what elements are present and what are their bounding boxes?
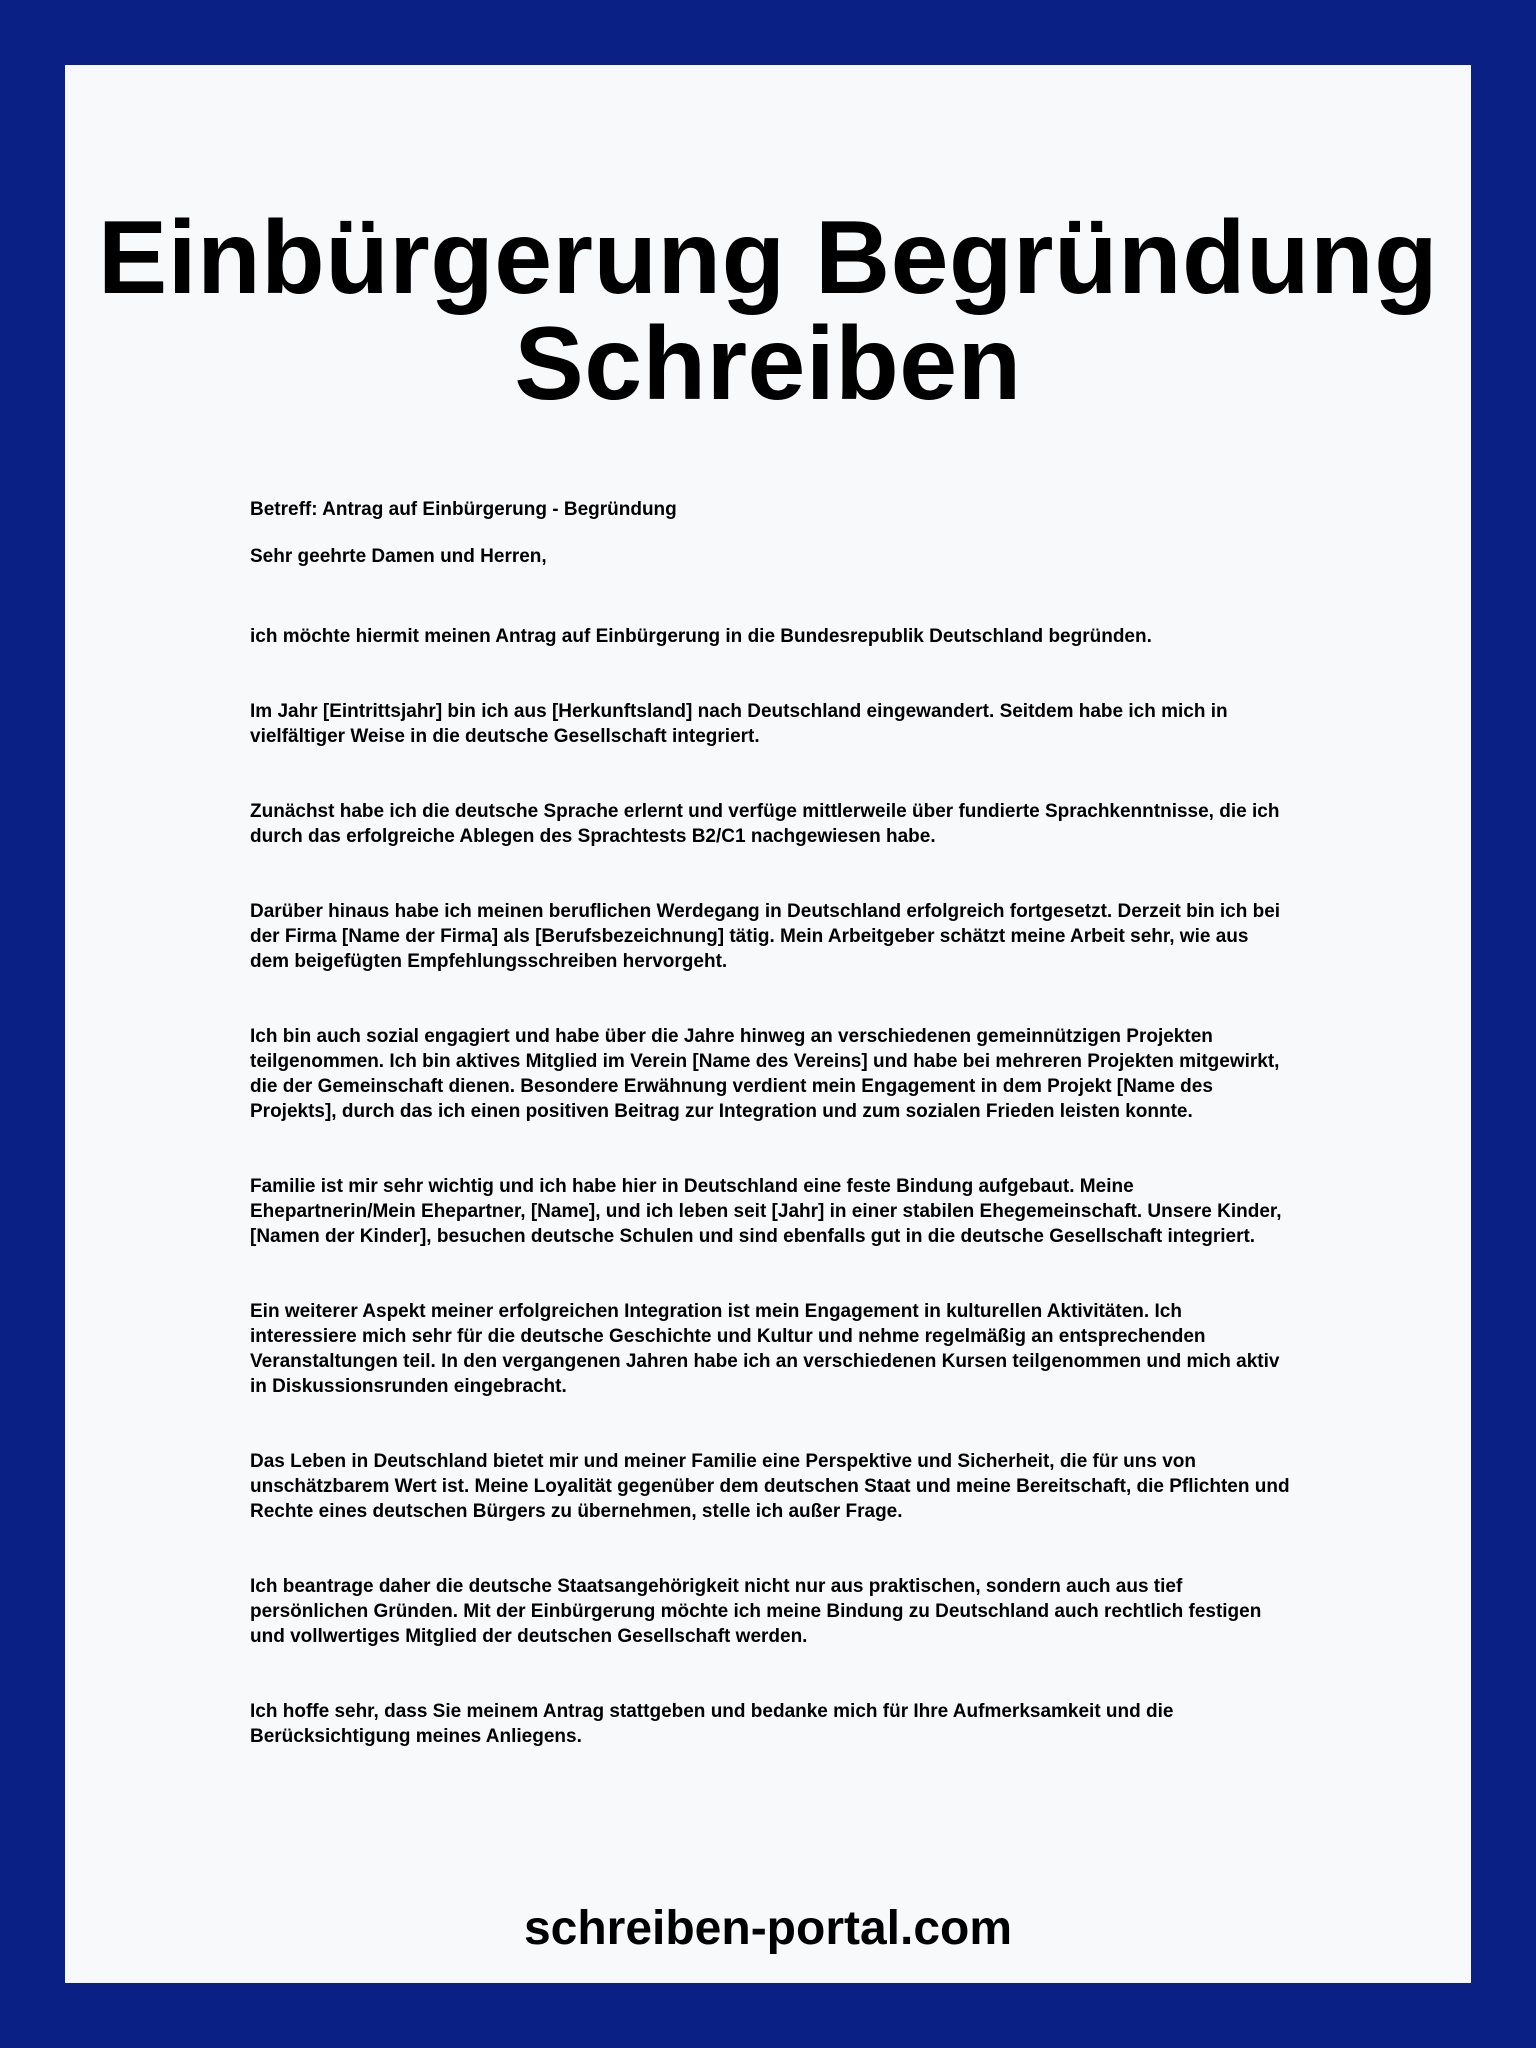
- letter-paragraph: Zunächst habe ich die deutsche Sprache erlernt und verfüge mittlerweile über fundierte Sprachkenntnisse, die ich durch das erfolgreiche Ablegen des Sprachtests B2/C1 nachgewiesen habe.: [250, 801, 1280, 847]
- letter-paragraph: Ein weiterer Aspekt meiner erfolgreichen Integration ist mein Engagement in kulturellen Aktivitäten. Ich interessiere mich sehr für die deutsche Geschichte und Kultur und nehme regelmäßig an entsprechenden Veranstaltungen teil. In den vergangenen Jahren habe ich an verschiedenen Kursen teilgenommen und mich aktiv in Diskussionsrunden eingebracht.: [250, 1301, 1280, 1397]
- letter-paragraph: Im Jahr [Eintrittsjahr] bin ich aus [Herkunftsland] nach Deutschland eingewandert. Seitdem habe ich mich in vielfältiger Weise in die deutsche Gesellschaft integriert.: [250, 701, 1228, 747]
- letter-subject: Betreff: Antrag auf Einbürgerung - Begründung: [250, 499, 677, 520]
- letter-paragraph: Ich beantrage daher die deutsche Staatsangehörigkeit nicht nur aus praktischen, sondern auch aus tief persönlichen Gründen. Mit der Einbürgerung möchte ich meine Bindung zu Deutschland auch rechtlich festigen und vollwertiges Mitglied der deutschen Gesellschaft werden.: [250, 1576, 1262, 1647]
- page-title: Einbürgerung Begründung Schreiben: [97, 200, 1439, 422]
- letter-body: [250, 497, 1290, 1799]
- letter-paragraph: ich möchte hiermit meinen Antrag auf Einbürgerung in die Bundesrepublik Deutschland begründen.: [250, 626, 1152, 647]
- document-page: [65, 65, 1471, 1983]
- letter-paragraph: Das Leben in Deutschland bietet mir und meiner Familie eine Perspektive und Sicherheit, die für uns von unschätzbarem Wert ist. Meine Loyalität gegenüber dem deutschen Staat und meine Bereitschaft, die Pflichten und Rechte eines deutschen Bürgers zu übernehmen, stelle ich außer Frage.: [250, 1451, 1290, 1522]
- letter-paragraph: Familie ist mir sehr wichtig und ich habe hier in Deutschland eine feste Bindung aufgebaut. Meine Ehepartnerin/Mein Ehepartner, [Name], und ich leben seit [Jahr] in einer stabilen Ehegemeinschaft. Unsere Kinder, [Namen der Kinder], besuchen deutsche Schulen und sind ebenfalls gut in die deutsche Gesellschaft integriert.: [250, 1176, 1282, 1247]
- letter-paragraph: Darüber hinaus habe ich meinen beruflichen Werdegang in Deutschland erfolgreich fortgesetzt. Derzeit bin ich bei der Firma [Name der Firma] als [Berufsbezeichnung] tätig. Mein Arbeitgeber schätzt meine Arbeit sehr, wie aus dem beigefügten Empfehlungsschreiben hervorgeht.: [250, 901, 1281, 972]
- letter-salutation: Sehr geehrte Damen und Herren,: [250, 546, 547, 567]
- letter-paragraph: Ich hoffe sehr, dass Sie meinem Antrag stattgeben und bedanke mich für Ihre Aufmerksamkeit und die Berücksichtigung meines Anliegens.: [250, 1701, 1174, 1747]
- letter-paragraph: Ich bin auch sozial engagiert und habe über die Jahre hinweg an verschiedenen gemeinnützigen Projekten teilgenommen. Ich bin aktives Mitglied im Verein [Name des Vereins] und habe bei mehreren Projekten mitgewirkt, die der Gemeinschaft dienen. Besondere Erwähnung verdient mein Engagement in dem Projekt [Name des Projekts], durch das ich einen positiven Beitrag zur Integration und zum sozialen Frieden leisten konnte.: [250, 1026, 1280, 1122]
- site-footer-watermark: schreiben-portal.com: [523, 1902, 1013, 1955]
